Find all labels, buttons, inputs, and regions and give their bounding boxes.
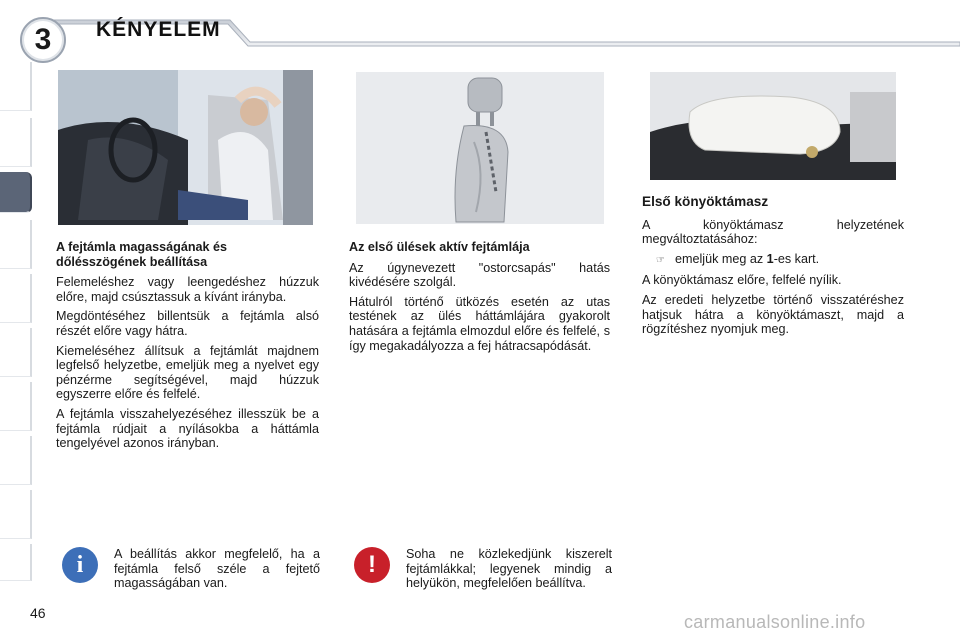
seat-active-headrest-illustration [356, 72, 604, 224]
notice-text: Soha ne közlekedjünk kiszerelt fejtámlákkal; legyenek mindig a helyükön, megfelelően beállítva. [406, 547, 612, 591]
chapter-tab[interactable] [0, 328, 32, 377]
paragraph: Kiemeléséhez állítsuk a fejtámlát majdnem legfelső helyzetbe, emeljük meg a nyelvet egy pénzérme segítségével, majd húzzuk egyszerre előre és felfelé. [56, 343, 319, 402]
chapter-title: KÉNYELEM [96, 18, 221, 41]
chapter-tab[interactable] [0, 220, 32, 269]
chapter-number: 3 [20, 17, 66, 63]
pointing-hand-icon: ☞ [656, 254, 665, 266]
section-heading: A fejtámla magasságának és dőlésszögének beállítása [56, 240, 228, 269]
chapter-tab[interactable] [0, 382, 32, 431]
info-icon: i [62, 547, 98, 583]
watermark: carmanualsonline.info [684, 612, 866, 632]
paragraph: Hátulról történő ütközés esetén az utas testének az ülés háttámlájára gyakorolt hatására a fejtámla elmozdul előre és felfelé, s így megakadályozza a fej hátracsapódását. [349, 294, 610, 353]
paragraph: A könyöktámasz helyzetének megváltoztatásához: [642, 217, 904, 247]
chapter-tab[interactable] [0, 544, 32, 581]
chapter-tab[interactable] [0, 274, 32, 323]
warning-notice [354, 547, 612, 591]
warning-icon: ! [354, 547, 390, 583]
paragraph: Megdöntéséhez billentsük a fejtámla alsó részét előre vagy hátra. [56, 309, 319, 338]
paragraph: A fejtámla visszahelyezéséhez illesszük be a fejtámla rúdjait a nyílásokba a háttámla tengelyével azonos irányban. [56, 406, 319, 451]
bullet-item: ☞ emeljük meg az 1-es kart. [656, 251, 820, 266]
notice-text: A beállítás akkor megfelelő, ha a fejtámla felső széle a fejtető magasságában van. [114, 547, 320, 591]
paragraph: Felemeléshez vagy leengedéshez húzzuk előre, majd csúsztassuk a kívánt irányba. [56, 275, 319, 304]
info-notice [62, 547, 320, 591]
section-heading: Az első ülések aktív fejtámlája [349, 240, 530, 254]
front-armrest-photo [650, 72, 896, 180]
chapter-tab[interactable] [0, 490, 32, 539]
paragraph: Az úgynevezett "ostorcsapás" hatás kivédésére szolgál. [349, 260, 610, 290]
chapter-tab[interactable] [0, 118, 32, 167]
page-number: 46 [30, 605, 46, 621]
armrest-section [642, 195, 904, 342]
chapter-tab[interactable] [0, 62, 32, 111]
paragraph: Az eredeti helyzetbe történő visszatéréshez hatjsuk hátra a könyöktámaszt, majd a rögzítéshez nyomjuk meg. [642, 292, 904, 337]
person-adjusting-headrest-photo [58, 70, 313, 225]
chapter-header [0, 0, 960, 62]
headrest-adjustment-section [56, 240, 319, 456]
paragraph: A könyöktámasz előre, felfelé nyílik. [642, 273, 842, 288]
chapter-tab[interactable] [0, 436, 32, 485]
chapter-tabs [0, 62, 34, 582]
section-heading: Első könyöktámasz [642, 194, 769, 209]
chapter-tab-active[interactable] [0, 172, 32, 213]
active-headrest-section [349, 240, 610, 358]
